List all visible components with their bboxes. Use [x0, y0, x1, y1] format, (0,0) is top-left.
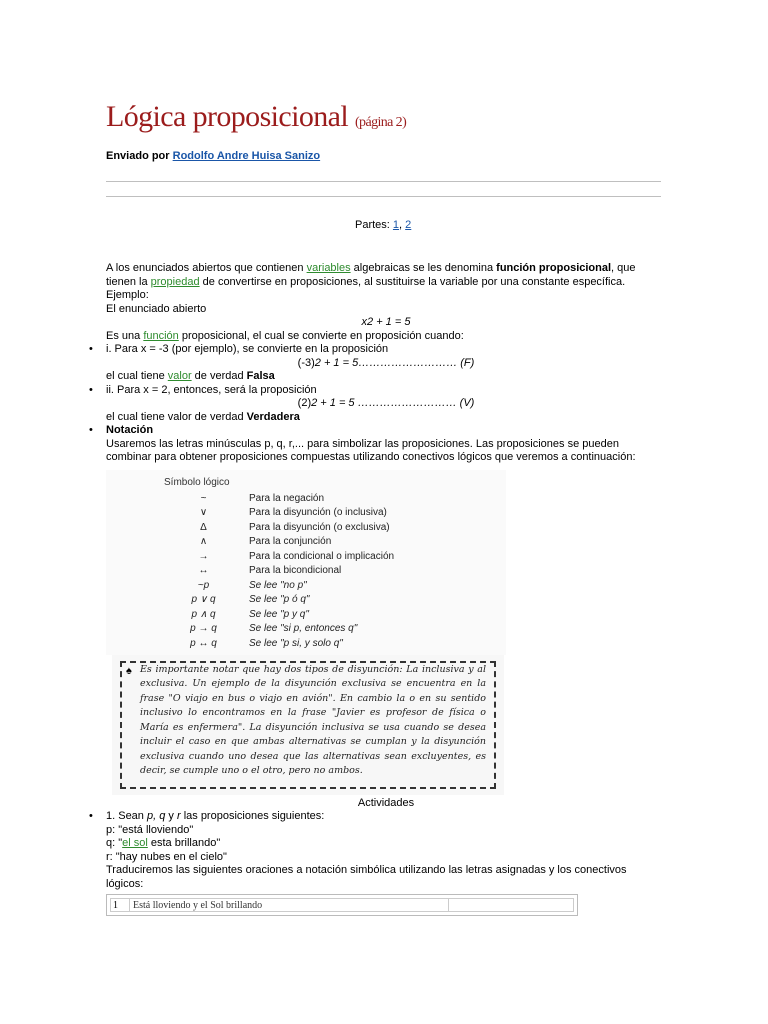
- text: de convertirse en proposiciones, al sustituirse la variable por una constante específica.: [199, 275, 626, 288]
- link-variables[interactable]: variables: [306, 262, 351, 274]
- bullet-icon: •: [89, 424, 93, 436]
- symbol: ~p: [197, 579, 210, 591]
- es-una-paragraph: [106, 330, 666, 344]
- symbol: p ∧ q: [191, 608, 216, 620]
- list-item: [89, 343, 666, 357]
- page-link-1[interactable]: 1: [392, 219, 400, 231]
- disjunction-note-image: [112, 655, 504, 795]
- table-cell-number: 1: [110, 898, 130, 912]
- symbol-row: [106, 550, 506, 564]
- byline: [106, 150, 320, 162]
- symbol-meaning: Se lee "p si, y solo q": [249, 637, 343, 649]
- symbol-table-header: Símbolo lógico: [164, 476, 230, 488]
- text: A los enunciados abiertos que contienen: [106, 262, 307, 274]
- text: (2): [297, 397, 312, 409]
- notacion-paragraph: Usaremos las letras minúsculas p, q, r,... para simbolizar las proposiciones. Las proposiciones se pueden combinar para obtener proposiciones compuestas utilizando conectivos lógicos que veremos a continuación:: [106, 437, 636, 463]
- symbol-row: [106, 593, 506, 607]
- text: 2 + 1 = 5……………………… (F): [314, 356, 475, 369]
- enunciado-label: El enunciado abierto: [106, 302, 207, 315]
- notacion-heading: Notación: [106, 424, 154, 436]
- symbol-meaning: Se lee "p ó q": [249, 594, 310, 605]
- symbol: p → q: [190, 623, 217, 634]
- text: las proposiciones siguientes:: [180, 810, 325, 822]
- text: q: ": [106, 837, 123, 849]
- traduciremos-paragraph: Traduciremos las siguientes oraciones a notación simbólica utilizando las letras asignadas y los conectivos lógicos:: [106, 864, 627, 890]
- actividades-heading: Actividades: [357, 796, 415, 809]
- page-link-2[interactable]: 2: [405, 219, 412, 231]
- author-link[interactable]: Rodolfo Andre Huisa Sanizo: [172, 150, 321, 162]
- bullet-icon: •: [89, 383, 93, 396]
- bold-term: función proposicional: [496, 262, 612, 274]
- text: esta brillando": [147, 837, 221, 849]
- proposition-v: [106, 397, 666, 411]
- symbol: p ↔ q: [190, 637, 217, 649]
- pagination-sep: ,: [399, 219, 403, 231]
- link-propiedad[interactable]: propiedad: [150, 275, 200, 288]
- q-definition: [106, 837, 666, 851]
- article-body: [89, 262, 666, 916]
- text: Es una: [106, 329, 144, 342]
- divider-bottom: [106, 196, 661, 197]
- symbol-row: [106, 579, 506, 593]
- symbol-row: [106, 521, 506, 535]
- symbol-table-image: [106, 470, 506, 655]
- r-definition: r: "hay nubes en el cielo": [106, 850, 227, 863]
- symbol-row: [106, 637, 506, 651]
- text: el cual tiene: [106, 370, 168, 382]
- page-title: [106, 100, 406, 134]
- divider-top: [106, 181, 661, 182]
- list-item: [89, 383, 666, 398]
- p-definition: p: "está lloviendo": [106, 823, 194, 836]
- text: ii. Para x = 2, entonces, será la proposición: [106, 383, 317, 396]
- valor-verdadera: [106, 411, 666, 425]
- title-text: Lógica proposicional: [106, 100, 349, 133]
- link-el-sol[interactable]: el sol: [122, 837, 148, 849]
- symbol-row: [106, 492, 506, 506]
- symbol: ~: [200, 492, 207, 504]
- text: algebraicas se les denomina: [350, 262, 497, 274]
- bold-term: Verdadera: [246, 410, 300, 423]
- formula: x2 + 1 = 5: [361, 316, 411, 328]
- ejemplo-label: Ejemplo:: [106, 289, 149, 301]
- table-cell-sentence: Está lloviendo y el Sol brillando: [129, 898, 449, 912]
- symbol: ↔: [198, 565, 209, 576]
- symbol-row: [106, 506, 506, 520]
- text: p, q: [146, 810, 166, 822]
- pagination: [355, 219, 411, 231]
- symbol-meaning: Para la conjunción: [249, 536, 332, 547]
- symbol-row: [106, 535, 506, 549]
- link-funcion[interactable]: función: [143, 329, 179, 342]
- symbol-meaning: Para la condicional o implicación: [249, 550, 395, 562]
- text: proposicional, el cual se convierte en proposición cuando:: [178, 329, 464, 342]
- symbol-meaning: Se lee "p y q": [249, 608, 309, 620]
- symbol: ∧: [199, 536, 208, 547]
- table-cell-answer: [448, 898, 574, 912]
- symbol-meaning: Para la disyunción (o exclusiva): [249, 521, 390, 533]
- symbol: p ∨ q: [191, 594, 216, 605]
- symbol-row: [106, 608, 506, 622]
- spade-icon: ♠: [126, 664, 132, 677]
- title-page-indicator: (página 2): [355, 115, 407, 130]
- pagination-label: Partes:: [355, 219, 390, 231]
- symbol-meaning: Para la negación: [249, 492, 325, 504]
- text: i. Para x = -3 (por ejemplo), se convierte en la proposición: [106, 343, 389, 355]
- symbol-row: [106, 622, 506, 636]
- symbol-meaning: Para la bicondicional: [249, 565, 342, 576]
- text: (-3): [297, 356, 315, 369]
- text: r: [176, 810, 181, 822]
- text: 1. Sean: [106, 810, 147, 822]
- text: y: [165, 810, 177, 822]
- byline-prefix: Enviado por: [106, 150, 170, 162]
- symbol-row: [106, 564, 506, 578]
- link-valor[interactable]: valor: [167, 370, 192, 382]
- list-item: [89, 810, 666, 824]
- symbol: →: [198, 550, 209, 562]
- proposition-f: [106, 357, 666, 371]
- bullet-icon: •: [89, 343, 93, 355]
- note-text: Es importante notar que hay dos tipos de disyunción: La inclusiva y al exclusiva. Un ejemplo de la disyunción exclusiva se encuentra en la frase "O viajo en bus o viajo en avión". En cambio la o en su sentido inclusivo lo encontramos en la frase "Javier es profesor de física o María es enfermera". La disyunción inclusiva se usa cuando se desea incluir el caso en que ambas alternativas se cumplan y la disyunción exclusiva cuando uno desea que las alternativas sean excluyentes, es decir, se cumple uno o el otro, pero no ambos.: [140, 663, 486, 776]
- text: , que tienen la: [106, 262, 636, 288]
- intro-paragraph: [106, 262, 666, 289]
- symbol-meaning: Para la disyunción (o inclusiva): [249, 507, 387, 518]
- text: el cual tiene valor de verdad: [106, 410, 247, 423]
- bold-term: Falsa: [246, 370, 275, 382]
- symbol: ∨: [199, 507, 208, 518]
- bullet-icon: •: [89, 810, 93, 822]
- text: de verdad: [191, 370, 247, 382]
- list-item: [89, 424, 666, 438]
- valor-falsa: [106, 370, 666, 384]
- text: 2 + 1 = 5 ……………………… (V): [311, 397, 475, 409]
- exercise-table: [106, 894, 578, 916]
- symbol-meaning: Se lee "si p, entonces q": [249, 623, 358, 634]
- symbol: Δ: [200, 521, 207, 533]
- symbol-meaning: Se lee "no p": [249, 579, 307, 591]
